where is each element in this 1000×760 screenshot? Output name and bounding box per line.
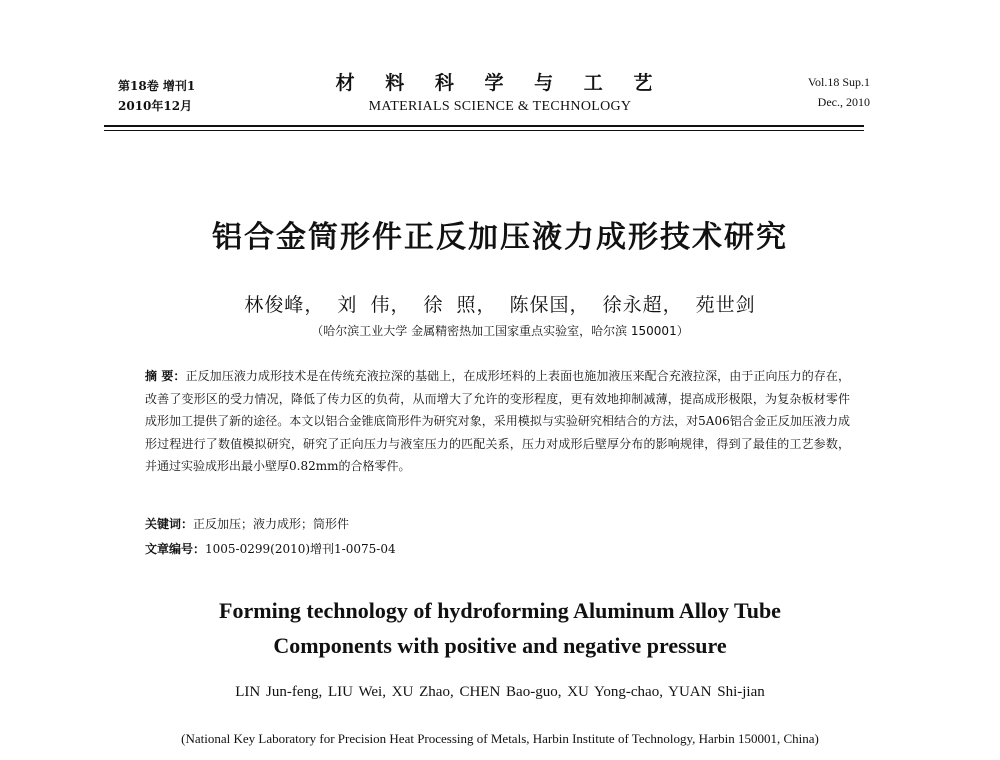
abstract-block — [145, 365, 850, 478]
affiliation-cn: （哈尔滨工业大学 金属精密热加工国家重点实验室，哈尔滨 150001） — [311, 324, 689, 338]
paper-title-en — [0, 593, 1000, 663]
authors-cn: 林俊峰， 刘 伟， 徐 照， 陈保国， 徐永超， 苑世剑 — [244, 294, 756, 316]
volume-issue-cn: 第18卷 增刊1 — [118, 79, 196, 93]
header-right — [808, 72, 870, 112]
article-number-label: 文章编号： — [145, 542, 206, 556]
affiliation-en: (National Key Laboratory for Precision Heat Processing of Metals, Harbin Institute of Technology, Harbin 150001, China) — [181, 731, 819, 746]
header-rule-thick — [104, 125, 864, 127]
abstract-text: 正反加压液力成形技术是在传统充液拉深的基础上，在成形坯料的上表面也施加液压来配合充液拉深，由于正向压力的存在，改善了变形区的受力情况，降低了传力区的负荷，从而增大了允许的变形程度，更有效地抑制减薄，提高成形极限，为复杂板材零件成形加工提供了新的途径。本文以铝合金锥底筒形件为研究对象，采用模拟与实验研究相结合的方法，对5A06铝合金正反加压液力成形过程进行了数值模拟研究，研究了正向压力与液室压力的匹配关系，压力对成形后壁厚分布的影响规律，得到了最佳的工艺参数，并通过实验成形出最小壁厚0.82mm的合格零件。 — [145, 369, 850, 473]
article-number-text: 1005-0299(2010)增刊1-0075-04 — [205, 542, 396, 556]
article-number — [145, 540, 396, 557]
paper-title-cn: 铝合金筒形件正反加压液力成形技术研究 — [212, 220, 788, 255]
authors-en: LIN Jun-feng, LIU Wei, XU Zhao, CHEN Bao-guo, XU Yong-chao, YUAN Shi-jian — [235, 684, 765, 700]
journal-title-en: MATERIALS SCIENCE & TECHNOLOGY — [368, 99, 632, 114]
date-en: Dec., 2010 — [817, 95, 870, 109]
header-rule-thin — [104, 130, 864, 131]
keywords — [145, 515, 349, 532]
abstract-label: 摘 要： — [145, 369, 186, 383]
journal-title-cn: 材 料 科 学 与 工 艺 — [335, 72, 665, 94]
keywords-label: 关键词： — [145, 517, 194, 531]
keywords-text: 正反加压；液力成形；筒形件 — [193, 517, 350, 531]
paper-title-en-line2: Components with positive and negative pressure — [273, 633, 727, 658]
paper-title-en-line1: Forming technology of hydroforming Aluminum Alloy Tube — [219, 598, 781, 623]
date-cn: 2010年12月 — [118, 99, 193, 113]
volume-en: Vol.18 Sup.1 — [807, 75, 870, 89]
